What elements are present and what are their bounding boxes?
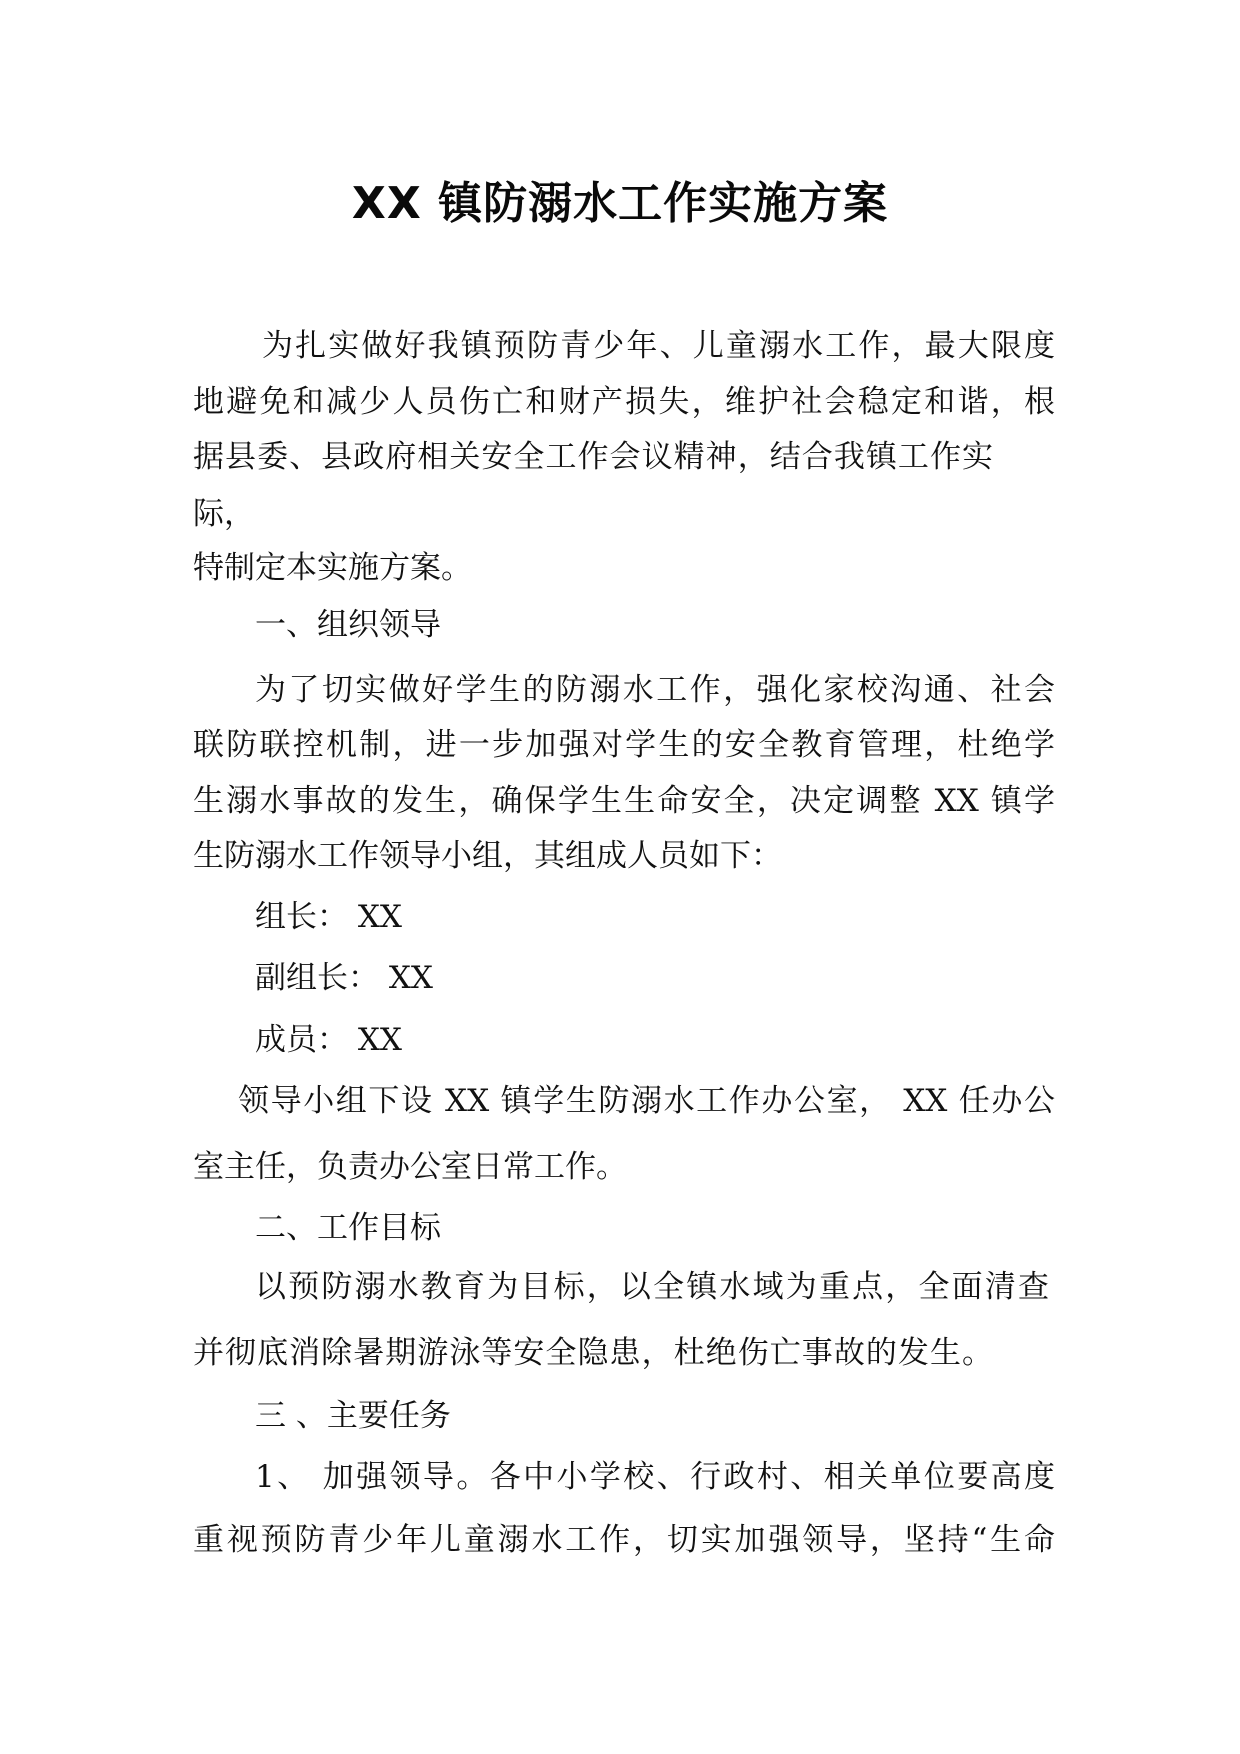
member-line-leader: 组长： XX [255,899,402,935]
paragraph-line: 并彻底消除暑期游泳等安全隐患，杜绝伤亡事故的发生。 [193,1335,993,1371]
paragraph-line: 为了切实做好学生的防溺水工作，强化家校沟通、社会 [255,672,1055,708]
paragraph-line: 领导小组下设 XX 镇学生防溺水工作办公室， XX 任办公 [238,1083,1055,1119]
section-heading: 三 、主要任务 [255,1398,451,1434]
paragraph-line: 以预防溺水教育为目标，以全镇水域为重点，全面清查 [255,1269,1049,1305]
paragraph-line: 特制定本实施方案。 [193,550,472,586]
paragraph-line: 地避免和减少人员伤亡和财产损失，维护社会稳定和谐，根 [193,384,1055,420]
paragraph-line: 室主任，负责办公室日常工作。 [193,1149,627,1185]
member-line-members: 成员： XX [255,1022,402,1058]
paragraph-line: 联防联控机制，进一步加强对学生的安全教育管理，杜绝学 [193,727,1055,763]
paragraph-line: 际， [193,496,255,532]
section-heading: 一、组织领导 [255,607,441,643]
paragraph-line: 生防溺水工作领导小组，其组成人员如下： [193,838,782,874]
document-title: XX 镇防溺水工作实施方案 [351,178,889,229]
paragraph-line: 1、 加强领导。各中小学校、行政村、相关单位要高度 [255,1459,1055,1495]
member-line-deputy: 副组长： XX [255,960,433,996]
paragraph-line: 据县委、县政府相关安全工作会议精神，结合我镇工作实 [193,439,993,475]
section-heading: 二、工作目标 [255,1210,441,1246]
paragraph-line: 重视预防青少年儿童溺水工作，切实加强领导，坚持“生命 [193,1522,1055,1558]
paragraph-line: 生溺水事故的发生，确保学生生命安全，决定调整 XX 镇学 [193,783,1055,819]
paragraph-line: 为扎实做好我镇预防青少年、儿童溺水工作，最大限度 [262,328,1055,364]
